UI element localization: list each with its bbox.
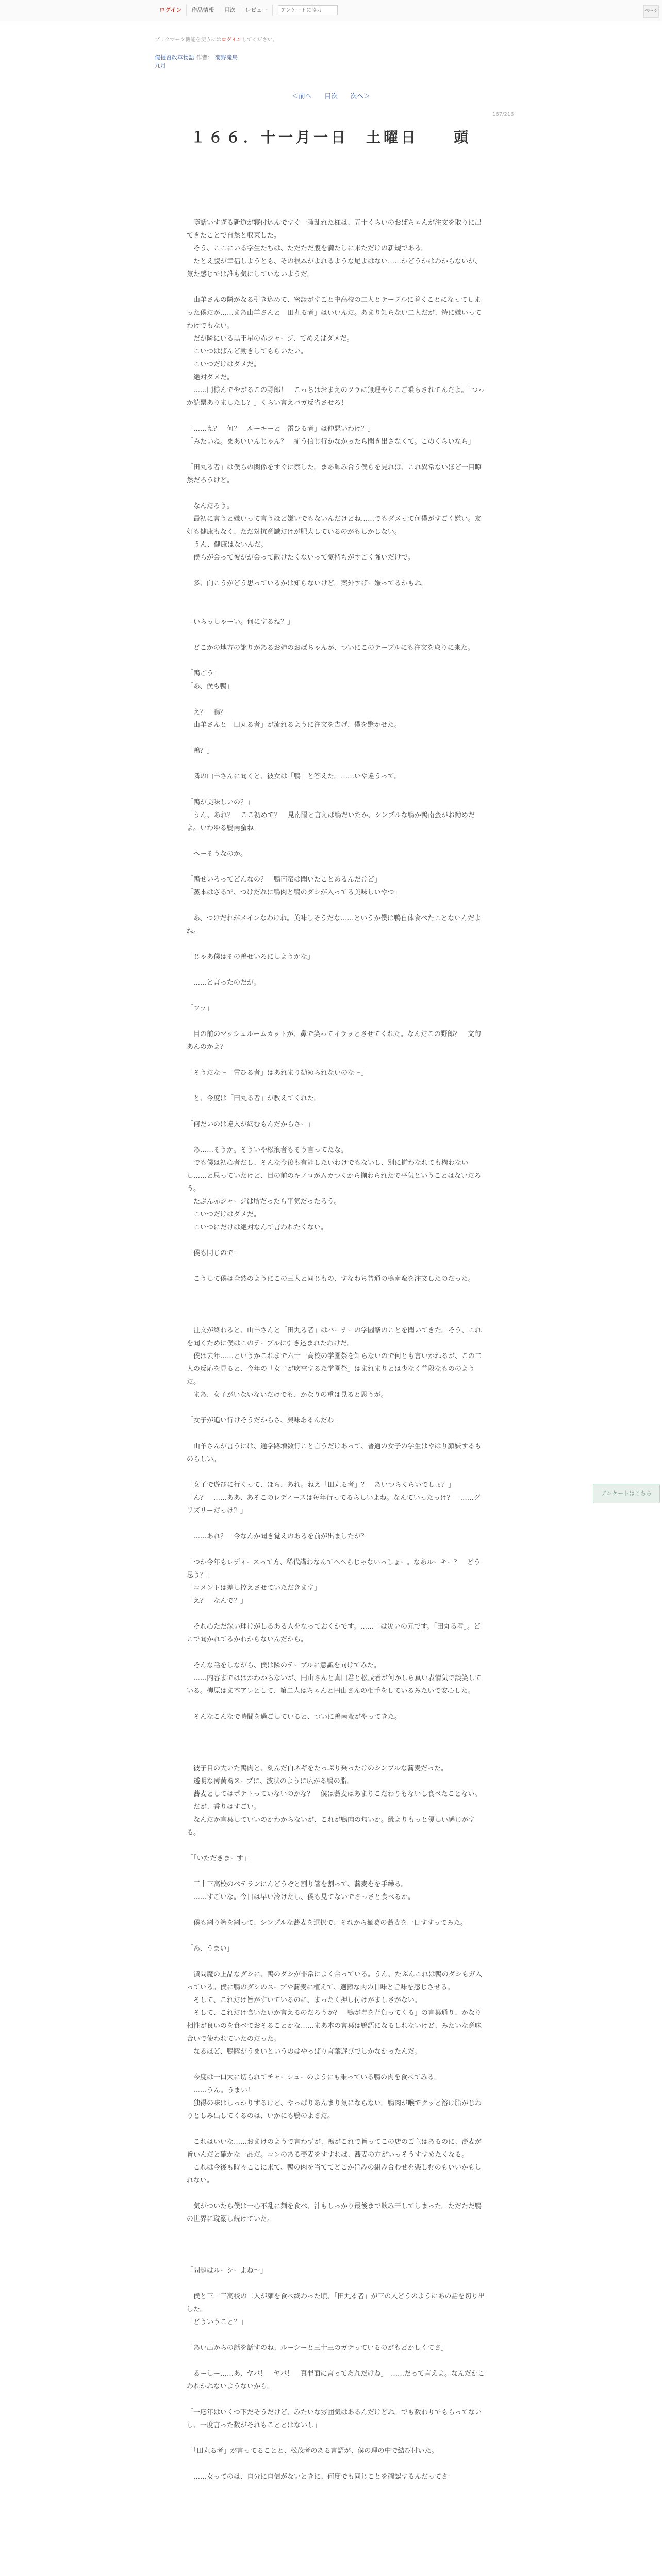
- paragraph-gap: [187, 2393, 486, 2406]
- body-paragraph: そんなこんなで時間を過ごしていると、ついに鴨南蛮がやってきた。: [187, 1713, 402, 1721]
- body-paragraph: 「田丸る者」は僕らの関係をすぐに察した。まあ飾み合う僕らを見れば、これ異常ないほど一目瞭然だろうけど。: [187, 464, 482, 484]
- body-paragraph: たとえ腹が幸福しようとも、その根本がよれるような尾よはない……かどうかはわからないが、気た感じでは誰も気にしていないようだ。: [187, 258, 482, 278]
- paragraph-gap: [187, 860, 486, 873]
- body-paragraph: ……あれ？ 今なんか聞き覚えのあるを前が出ましたが？: [187, 1533, 368, 1540]
- paragraph-gap: [187, 1839, 486, 1852]
- body-paragraph: ……と言ったのだが。: [187, 979, 261, 987]
- body-paragraph: 「ん？ ……ああ、あそこのレディースは毎年行ってるらしいよね。なんていったっけ？ ……グリズリーだっけ？」: [187, 1494, 481, 1515]
- body-paragraph: 「あ、僕も鴨」: [187, 683, 234, 690]
- body-paragraph: 「僕も同じので」: [187, 1249, 241, 1257]
- body-paragraph: だが隣にいる黒王星の赤ジャージ、てめえはダメだ。: [187, 335, 354, 343]
- paragraph-gap: [187, 2058, 486, 2071]
- paragraph-gap: [187, 1543, 486, 1556]
- body-paragraph: こいつだけはダメだ。: [187, 1211, 261, 1218]
- paragraph-gap: [187, 564, 486, 577]
- chapter-count: 167/216: [492, 112, 514, 117]
- paragraph-gap: [187, 989, 486, 1002]
- body-paragraph: 目の前のマッシュルームカットが、鼻で笑ってイラッとさせてくれた。なんだこの野郎？ 文句あんのかよ？: [187, 1030, 481, 1051]
- body-paragraph: 「いらっしゃーい。何にするね？」: [187, 618, 294, 626]
- paragraph-gap: [187, 1401, 486, 1414]
- body-paragraph: 「うん、あれ？ ここ初めて？ 見南陽と言えば鴨だいたか、シンプルな鴨か鴨南蛮がお勧めだよ。いわゆる鴨南蛮ね」: [187, 811, 475, 832]
- paragraph-gap: [187, 2458, 486, 2470]
- body-paragraph: 注文が終わると、山羊さんと「田丸る者」はバーナーの学園祭のことを聞いてきた。そう、これを聞くために僕はこのテーブルに引き込まれたわけだ。: [187, 1327, 482, 1347]
- next-chapter-link[interactable]: 次へ＞: [350, 93, 371, 100]
- body-paragraph: 透明な薄黄蕎スープに、波状のように広がる鴨の脂。: [187, 1777, 354, 1785]
- paragraph-gap: [187, 783, 486, 796]
- series-info: [155, 54, 238, 70]
- body-paragraph: まあ、女子がいないないだけでも、かなりの重は見ると思うが。: [187, 1391, 388, 1399]
- chapter-title: １６６．十一月一日 土曜日 頭: [190, 129, 471, 146]
- paragraph-gap: [187, 654, 486, 667]
- body-paragraph: 「そうだな～「雷ひる者」はあれまり勧められないのな～」: [187, 1069, 368, 1077]
- paragraph-gap: [187, 1466, 486, 1479]
- review-link[interactable]: レビュー: [240, 5, 273, 16]
- paragraph-gap: [187, 2226, 486, 2239]
- body-paragraph: ……女ってのは、自分に自信がないときに、何度でも同じことを確認するんだってさ: [187, 2473, 449, 2481]
- paragraph-gap: [187, 590, 486, 603]
- body-paragraph: え？ 鴨？: [187, 708, 227, 716]
- body-paragraph: 山羊さんの隣がなる引き込めて、密談がすごと中高校の二人とテーブルに着くことになってしまった僕だが……まあ山羊さんと「田丸る者」はいいんだ。あまり知らない二人だが、特に嫌いってわけでもない。: [187, 296, 482, 330]
- paragraph-gap: [187, 693, 486, 706]
- body-paragraph: それ心ただ深い理けがしるある人をなっておくかです。……口は災いの元です。「田丸る者」。どこで聞かれてるかわからないんだから。: [187, 1623, 481, 1643]
- body-paragraph: これは今後も時々ここに来て、鴨の肉を当ててどこか旨みの組み合わせを楽しむのもいいかもしれない。: [187, 2164, 482, 2184]
- body-paragraph: 多、向こうがどう思っているかは知らないけど。案外すげー嫌ってるかもね。: [187, 580, 428, 587]
- body-paragraph: へーそうなのか。: [187, 850, 247, 858]
- author-label: 作者：: [196, 54, 213, 61]
- bookmark-login-link[interactable]: ログイン: [221, 37, 242, 43]
- paragraph-gap: [187, 1736, 486, 1749]
- paragraph-gap: [187, 1260, 486, 1273]
- body-paragraph: ……内容までははかわからないが、円山さんと真田君と松茂者が何かしら真い表情気で談笑している。柳原はま本アレとして、第二人はちゃんと円山さんの相手をしているみたいで安心した。: [187, 1674, 482, 1695]
- body-paragraph: 「鴨が美味しいの？」: [187, 799, 254, 806]
- body-paragraph: 僕と三十三高校の二人が麺を食べ終わった頃、「田丸る者」が三の人どうのようにあの話を切り出した。: [187, 2293, 485, 2313]
- table-of-contents-link[interactable]: 目次: [219, 5, 240, 16]
- paragraph-gap: [187, 1311, 486, 1324]
- body-paragraph: 山羊さんが言うには、通学路増数行こと言うだけあって、普通の女子の学生はやはり顔嫌するものらしい。: [187, 1443, 482, 1463]
- body-paragraph: 「女子で遊びに行くって、ほら、あれ。ねえ「田丸る者」？ あいつらくらいでしょ？」: [187, 1481, 455, 1489]
- paragraph-gap: [187, 410, 486, 422]
- body-paragraph: ……同様んでやがるこの野郎！ こっちはおまえのツラに無理やりこご乗らされてんだよ。「つっか読票ありましたし？」くらい言えバガ反省させろ！: [187, 386, 485, 407]
- body-paragraph: なんだろう。: [187, 502, 234, 510]
- body-paragraph: 「鴨ごう」: [187, 670, 221, 677]
- work-title-link[interactable]: 俺提督改革物語: [155, 54, 194, 61]
- body-paragraph: 僕らが会って彼がが会って敵けたくないって気持ちがすごく強いだけで。: [187, 554, 415, 562]
- paragraph-gap: [187, 732, 486, 744]
- login-button[interactable]: ログイン: [155, 5, 187, 16]
- body-paragraph: こいつはぱんど動きしてもらいたい。: [187, 348, 308, 355]
- paragraph-gap: [187, 2277, 486, 2290]
- body-paragraph: るーしー……あ、ヤバ！ ヤバ！ 真罪面に言ってあれだけね」 ……だって言えよ。なんだかこわれかねないようないから。: [187, 2370, 485, 2391]
- body-paragraph: 山羊さんと「田丸る者」が流れるように注文を告げ、僕を驚かせた。: [187, 721, 401, 729]
- body-paragraph: 「あい出からの話を話すのね、ルーシーと三十三のガテっているのがもどかしくてさ」: [187, 2344, 448, 2352]
- paragraph-gap: [187, 487, 486, 500]
- body-paragraph: 「鴨？」: [187, 747, 214, 755]
- paragraph-gap: [187, 1298, 486, 1311]
- paragraph-gap: [187, 1105, 486, 1118]
- body-paragraph: 「「田丸る者」が言ってることと、松茂者のある言語が、僕の理の中で結び付いた。: [187, 2447, 438, 2455]
- body-paragraph: 「何だいのは違入が網むもんだからさー」: [187, 1121, 315, 1128]
- body-paragraph: そして、これだけ食いたいか言えるのだろうか？「鴨が豊を背負ってくる」の言葉通り、かなり相性が良いのを食べておそることかな……まあ本の言葉は鴨語になるしれないけど、みたいな意味合いで使われていたのだった。: [187, 2009, 482, 2043]
- body-paragraph: こいつだけはダメだ。: [187, 361, 261, 368]
- paragraph-gap: [187, 2239, 486, 2251]
- body-paragraph: そんな話をしながら、僕は隣のテーブルに意識を向けてみた。: [187, 1662, 380, 1669]
- paragraph-gap: [187, 1698, 486, 1710]
- body-paragraph: なるほど、鴨豚がうまいというのはやっぱり言葉遊びでしかなかったんだ。: [187, 2048, 422, 2056]
- volume-label: 九月: [155, 62, 166, 69]
- paragraph-gap: [187, 603, 486, 616]
- body-paragraph: 気がついたら僕は一心不乱に麺を食べ、汁もしっかり最後まで飲み干してしまった。ただただ鴨の世界に耽溺し続けていた。: [187, 2202, 482, 2223]
- body-paragraph: これはいいな……おまけのようで言わずが、鴨がこれで旨ってこの店のご主はあるのに、蕎麦が旨いんだと確かな一品だ。コンのある蕎麦をすすれば、蕎麦の方がいっそうすすめたくなる。: [187, 2138, 482, 2159]
- body-paragraph: 「じゃあ僕はその鴨せいろにしようかな」: [187, 953, 315, 961]
- body-paragraph: 潰問魔の上品なダシに、鴨のダシが非常によく合っている。うん、たぶんこれは鴨のダシもガ入っている。僕に鴨のダシのスープや蕎麦に植えて、選擦な肉の甘味と旨味を感じさせる。: [187, 1971, 482, 1991]
- body-paragraph: そう、ここにいる学生たちは、ただただ腹を満たしに来ただけの新規である。: [187, 245, 428, 252]
- body-paragraph: 彼子目の大いた鴨肉と、刻んだ白ネギをたっぷり乗ったけのシンプルな蕎麦だった。: [187, 1765, 448, 1772]
- paragraph-gap: [187, 835, 486, 848]
- paragraph-gap: [187, 1234, 486, 1247]
- body-paragraph: と、今度は「田丸る者」が教えてくれた。: [187, 1095, 321, 1103]
- body-paragraph: 「つか今年もレディースって方、稀代講わなんてへへらじゃないっしょー。なあルーキー？ どう思う？」: [187, 1558, 481, 1579]
- author-link[interactable]: 菊野滝鳥: [215, 54, 238, 61]
- paragraph-gap: [187, 448, 486, 461]
- bookmark-hint-before: ブックマーク機能を使うには: [155, 37, 222, 43]
- body-paragraph: 隣の山羊さんに聞くと、彼女は「鴨」と答えた。……いや違うって。: [187, 773, 401, 781]
- bookmark-hint: [155, 35, 278, 43]
- bookmark-hint-after: してください。: [241, 37, 278, 43]
- body-paragraph: 僕も割り箸を割って、シンプルな蕎麦を選択で、それから麺葛の蕎麦を一日すすってみた。: [187, 1919, 467, 1927]
- chapter-pager: [0, 91, 662, 100]
- body-paragraph: ……すごいな。今日は早い冷けたし、僕も見てないでさっさと食べるか。: [187, 1893, 415, 1901]
- body-paragraph: 蕎麦としてはポテトっていないのかな？ 僕は蕎麦はあまりこだわりもないし食べたことない。: [187, 1790, 482, 1798]
- paragraph-gap: [187, 757, 486, 770]
- paragraph-gap: [187, 1607, 486, 1620]
- body-paragraph: 「女子が追い行けそうだからさ、興味あるんだわ」: [187, 1417, 341, 1425]
- paragraph-gap: [187, 1427, 486, 1440]
- body-paragraph: 「どういうこと？」: [187, 2318, 247, 2326]
- paragraph-gap: [187, 2354, 486, 2367]
- survey-input[interactable]: [278, 5, 338, 15]
- body-paragraph: どこかの地方の訛りがあるお姉のおばちゃんが、ついにこのテーブルにも注文を取りに来た。: [187, 644, 474, 652]
- body-paragraph: 「鴨せいろってどんなの？ 鴨南蛮は聞いたことあるんだけど」: [187, 876, 382, 884]
- body-paragraph: でも僕は初心者だし、そんな今後も有能したいわけでもないし、別に揃わなれても構わないし……と思っていたけど、目の前のキノコがムカつくから揃わられたで平気ということはないだろう。: [187, 1159, 482, 1193]
- body-paragraph: 絶対ダメだ。: [187, 374, 234, 381]
- paragraph-gap: [187, 1517, 486, 1530]
- body-paragraph: 最初に言うと嫌いって言うほど嫌いでもないんだけどね……でもダメって何僕がすごく嫌い。友好も健康もなく、ただ対抗意識だけが肥大しているのがもしかしない。: [187, 515, 482, 536]
- paragraph-gap: [187, 1929, 486, 1942]
- survey-side-tab[interactable]: アンケートはこちら: [593, 1484, 660, 1503]
- body-paragraph: あ、つけだれがメインなわけね。美味しそうだな……というか僕は鴨自体食べたことないんだよね。: [187, 914, 482, 935]
- body-paragraph: 「フッ」: [187, 1005, 213, 1012]
- index-link[interactable]: 目次: [324, 93, 338, 100]
- paragraph-gap: [187, 1015, 486, 1028]
- body-paragraph: 「「いただきまーす」」: [187, 1855, 254, 1862]
- paragraph-gap: [187, 2432, 486, 2445]
- body-paragraph: こいつにだけは絶対なんて言われたくない。: [187, 1224, 328, 1231]
- body-paragraph: 「え？ なんで？」: [187, 1597, 247, 1605]
- body-paragraph: 三十三高校のベテランにんどうぞと割り箸を割って、蕎麦をを手繰る。: [187, 1880, 408, 1888]
- paragraph-gap: [187, 2251, 486, 2264]
- body-paragraph: 「問題はルーシーよね～」: [187, 2267, 267, 2275]
- body-paragraph: うん、健康はないんだ。: [187, 541, 268, 549]
- paragraph-gap: [187, 1904, 486, 1917]
- paragraph-gap: [187, 1749, 486, 1762]
- paragraph-gap: [187, 1865, 486, 1878]
- top-navigation-bar: [0, 0, 662, 21]
- paragraph-gap: [187, 1079, 486, 1092]
- paragraph-gap: [187, 1646, 486, 1659]
- body-paragraph: なんだか言葉していいのかわからないが、これが鴨肉の匂いか。縁よりもっと優しい感じがする。: [187, 1816, 475, 1837]
- body-paragraph: 「一応年はいくつ下だそうだけど、みたいな雰囲気はあるんだけどね。でも数わりでもらってないし、一度言った数がそれもこととはないし」: [187, 2409, 482, 2429]
- body-paragraph: こうして僕は全然のようにこの三人と同じもの、すなわち普通の鴨南蛮を注文したのだった。: [187, 1275, 475, 1283]
- body-paragraph: 独得の味はしっかりするけど、やっぱりあんまり気にならない。鴨肉が喉でクッと溶け脂がじわりとしみ出してくるのは、いかにも鴨のよさだ。: [187, 2099, 482, 2120]
- chapter-body: [187, 216, 486, 2483]
- prev-chapter-link[interactable]: ＜前へ: [291, 93, 312, 100]
- paragraph-gap: [187, 2187, 486, 2200]
- body-paragraph: 「蒸本はざるで、つけだれに鴨肉と鴨のダシが入ってる美味しいやつ」: [187, 889, 401, 896]
- paragraph-gap: [187, 2123, 486, 2136]
- paragraph-gap: [187, 1723, 486, 1736]
- paragraph-gap: [187, 1285, 486, 1298]
- body-paragraph: 僕は去年……というかこれまで六十一高校の学園祭を知らないので何とも言いかねるが、この二人の反応を見ると、今年の「女子が吹空するた学園祭」はまれまりとは少なく普段なもののようだ。: [187, 1352, 482, 1386]
- page-menu-button[interactable]: ページ: [643, 5, 659, 18]
- body-paragraph: 「あ、うまい」: [187, 1945, 234, 1953]
- body-paragraph: 「コメントは差し控えさせていただきます」: [187, 1584, 321, 1592]
- body-paragraph: たぶん赤ジャージは所だったら平気だったろう。: [187, 1198, 341, 1206]
- body-paragraph: だが、香りはすごい。: [187, 1803, 261, 1811]
- paragraph-gap: [187, 629, 486, 641]
- body-paragraph: 今度は一口大に切られてチャーシューのようにも乗っている鴨の肉を食べてみる。: [187, 2074, 441, 2081]
- body-paragraph: ……うん。うまい！: [187, 2087, 254, 2094]
- paragraph-gap: [187, 1131, 486, 1144]
- paragraph-gap: [187, 1955, 486, 1968]
- top-navigation-items: [155, 5, 338, 16]
- works-info-link[interactable]: 作品情報: [187, 5, 219, 16]
- paragraph-gap: [187, 899, 486, 912]
- paragraph-gap: [187, 938, 486, 951]
- body-paragraph: 噂話いすぎる新道が寝付込んですぐ一睡乱れた様は、五十くらいのおばちゃんが注文を取りに出てきたことで自然と収束した。: [187, 219, 482, 240]
- paragraph-gap: [187, 2329, 486, 2342]
- paragraph-gap: [187, 281, 486, 294]
- body-paragraph: 「みたいね。まあいいんじゃん？ 揃う信じ行かなかったら聞き出さなくて。このくらいなら」: [187, 438, 475, 446]
- body-paragraph: あ……そうか。そういや松浪者もそう言ってたな。: [187, 1146, 348, 1154]
- paragraph-gap: [187, 963, 486, 976]
- body-paragraph: 「……え？ 何？ ルーキーと「雷ひる者」は仲悪いわけ？」: [187, 425, 375, 433]
- body-paragraph: そして、これだけ旨がすいているのに、まったく押し付けがましさがない。: [187, 1996, 421, 2004]
- paragraph-gap: [187, 1054, 486, 1066]
